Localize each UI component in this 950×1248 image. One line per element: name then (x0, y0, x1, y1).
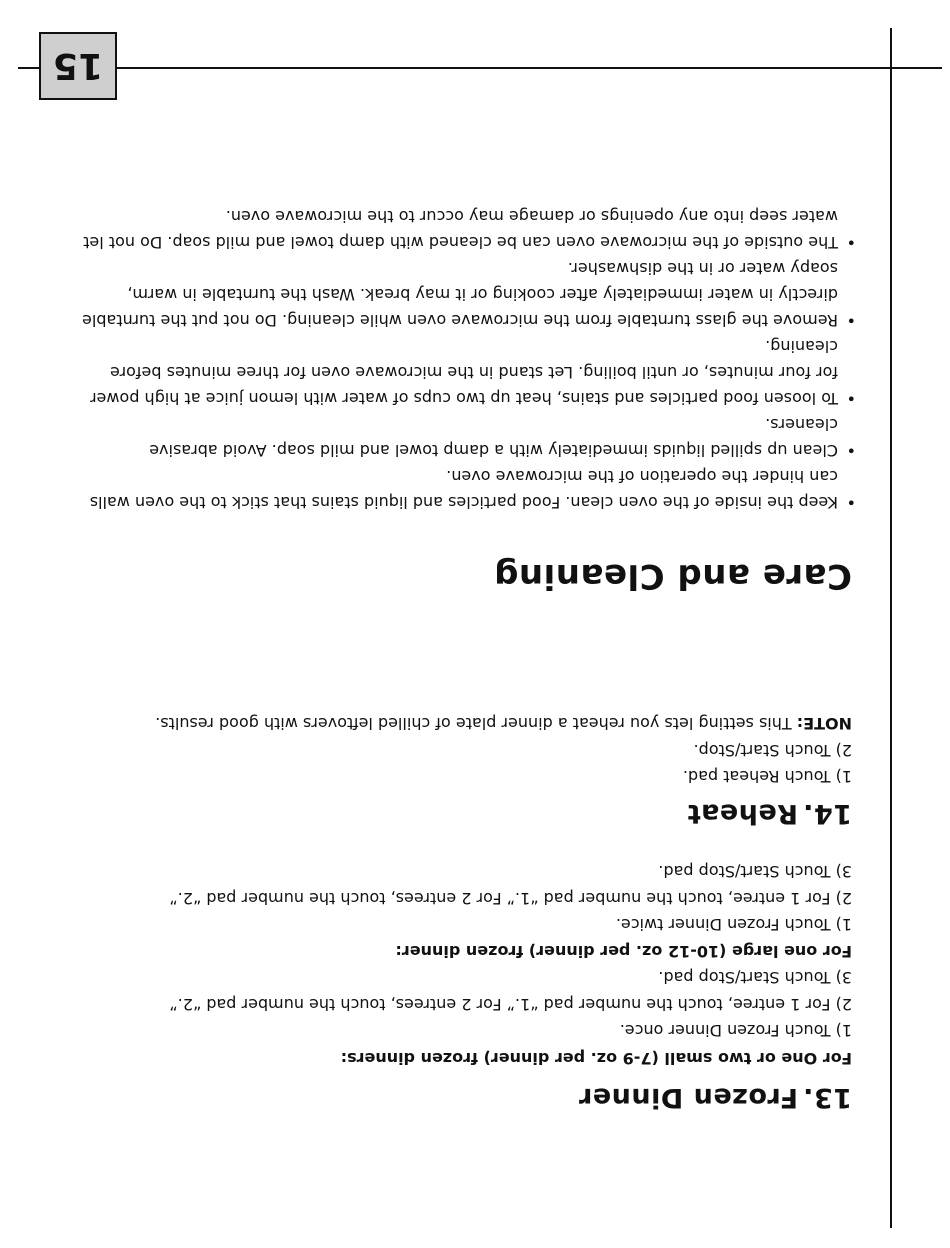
list-item: 2) For 1 entree, touch the number pad “1.” For 2 entrees, touch the number pad “2.” (169, 889, 852, 908)
care-cleaning-list (82, 203, 852, 515)
list-item: 2) For 1 entree, touch the number pad “1.” For 2 entrees, touch the number pad “2.” (169, 995, 852, 1014)
section-title: Frozen Dinner (578, 1082, 798, 1113)
page-number-box (39, 32, 117, 100)
list-item: 2) Touch Start/Stop. (693, 741, 852, 760)
large-dinner-heading: For one large (10-12 oz. per dinner) frozen dinner: (395, 942, 852, 961)
section-number: 13. (802, 1082, 852, 1113)
list-item: • Keep the inside of the oven clean. Food particles and liquid stains that stick to the oven walls can hinder the operation of the microwave oven. (82, 463, 852, 515)
list-item: 1) Touch Frozen Dinner twice. (615, 915, 852, 934)
note-text: This setting lets you reheat a dinner plate of chilled leftovers with good results. (155, 714, 797, 733)
note-label: NOTE: (796, 714, 852, 733)
section-heading-reheat (687, 798, 852, 829)
horizontal-rule (18, 67, 942, 69)
list-item: 3) Touch Start/Stop pad. (658, 968, 852, 987)
list-item: 1) Touch Frozen Dinner once. (619, 1021, 852, 1040)
care-cleaning-title: Care and Cleaning (493, 556, 852, 596)
list-item: • The outside of the microwave oven can be cleaned with damp towel and mild soap. Do not let water seep into any openings or damage may occur to the microwave oven. (82, 203, 852, 255)
section-number: 14. (802, 798, 852, 829)
small-dinner-heading: For One or two small (7-9 oz. per dinner) frozen dinners: (340, 1049, 852, 1068)
list-item: • Clean up spilled liquids immediately with a damp towel and mild soap. Avoid abrasive cleaners. (82, 411, 852, 463)
list-item: • To loosen food particles and stains, heat up two cups of water with lemon juice at high power for four minutes, or until boiling. Let stand in the microwave oven for three minutes before cleaning. (82, 333, 852, 411)
note (155, 713, 852, 733)
section-heading-frozen-dinner (579, 1082, 852, 1113)
page-number: 15 (52, 45, 104, 87)
list-item: • Remove the glass turntable from the microwave oven while cleaning. Do not put the turntable directly in water immediately after cooking or it may break. Wash the turntable in warm, soapy water or in the dishwasher. (82, 255, 852, 333)
section-title: Reheat (687, 798, 798, 829)
list-item: 1) Touch Reheat pad. (682, 767, 852, 786)
list-item: 3) Touch Start/Stop pad. (658, 862, 852, 881)
vertical-rule (890, 28, 892, 1228)
